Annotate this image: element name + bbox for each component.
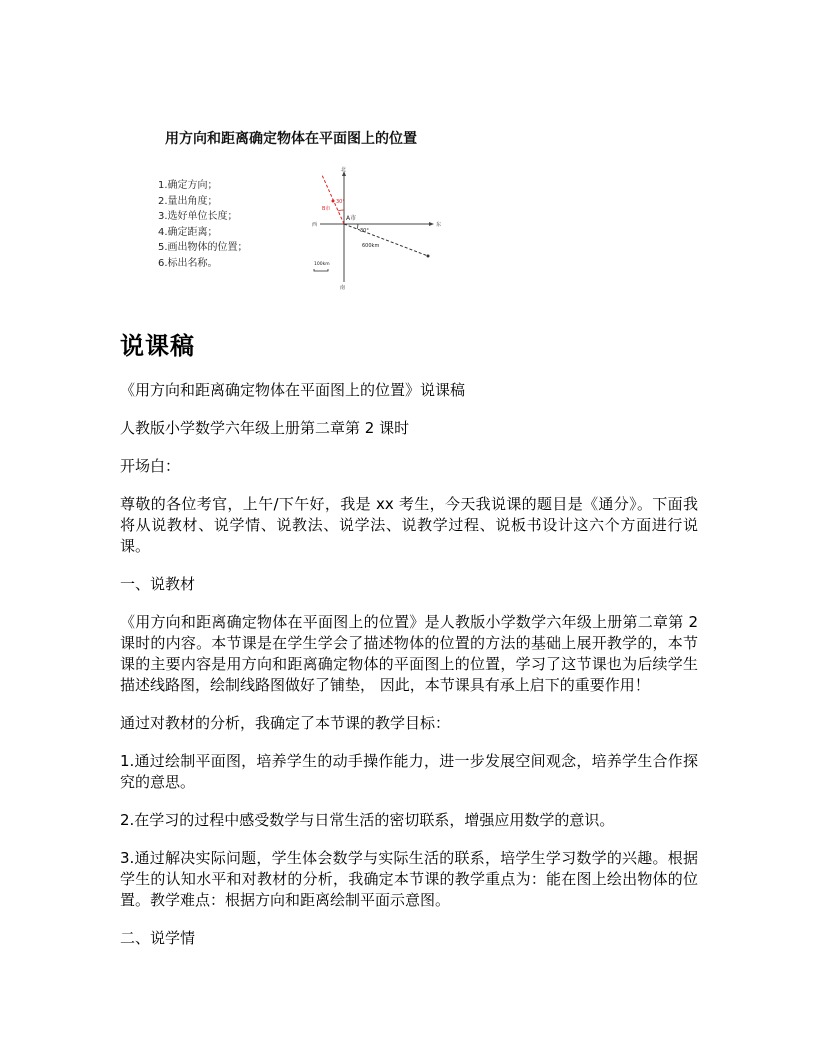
body-text: [120, 380, 698, 966]
paragraph: 尊敬的各位考官，上午/下午好，我是 xx 考生，今天我说课的题目是《通分》。下面我将从说教材、说学情、说教法、说学法、说教学过程、说板书设计这六个方面进行说课。: [120, 495, 698, 555]
paragraph: 3.通过解决实际问题，学生体会数学与实际生活的联系，培学生学习数学的兴趣。根据学生的认知水平和对教材的分析，我确定本节课的教学重点为：能在图上绘出物体的位置。教学难点：根据方向和距离绘制平面示意图。: [120, 849, 698, 909]
paragraph: 《用方向和距离确定物体在平面图上的位置》是人教版小学数学六年级上册第二章第 2 课时的内容。本节课是在学生学会了描述物体的位置的方法的基础上展开教学的，本节课的主要内容是用方向和距离确定物体的平面图上的位置，学习了这节课也为后续学生描述线路图，绘制线路图做好了铺垫， 因此，本节课具有承上启下的重要作用！: [120, 613, 698, 694]
step-item: 4.确定距离；: [158, 226, 218, 238]
page-heading: 说课稿: [120, 332, 195, 360]
place-b-label: B市: [322, 206, 331, 212]
origin-label: A市: [346, 215, 357, 222]
east-label: 东: [436, 222, 442, 228]
compass-diagram: [310, 165, 445, 290]
lower-angle-arc: [357, 224, 358, 229]
paragraph: 2.在学习的过程中感受数学与日常生活的密切联系，增强应用数学的意识。: [120, 811, 615, 829]
west-label: 西: [312, 222, 318, 228]
southeast-direction-line: [344, 224, 428, 256]
steps-list: [158, 178, 248, 271]
endpoint: [427, 255, 430, 258]
south-label: 南: [340, 285, 346, 290]
east-arrow-icon: [429, 222, 434, 226]
paragraph: 开场白：: [120, 457, 181, 475]
step-item: 2.量出角度；: [158, 195, 218, 207]
paragraph: 一、说教材: [120, 575, 196, 593]
scale-label: 100km: [314, 262, 330, 267]
upper-angle-arc: [338, 210, 344, 211]
north-label: 北: [341, 167, 347, 173]
step-item: 3.选好单位长度；: [158, 211, 238, 222]
step-item: 1.确定方向；: [158, 180, 218, 191]
figure: [150, 120, 450, 295]
paragraph: 通过对教材的分析，我确定了本节课的教学目标：: [120, 714, 451, 732]
paragraph: 二、说学情: [120, 929, 196, 947]
upper-angle-label: 30°: [336, 199, 345, 205]
step-item: 6.标出名称。: [158, 257, 218, 269]
step-item: 5.画出物体的位置；: [158, 242, 248, 253]
paragraph: 《用方向和距离确定物体在平面图上的位置》说课稿: [120, 381, 466, 399]
point-b: [332, 200, 335, 203]
distance-label: 600km: [362, 243, 380, 249]
paragraph: 1.通过绘制平面图，培养学生的动手操作能力，进一步发展空间观念，培养学生合作探究的意思。: [120, 752, 698, 791]
lower-angle-label: 30°: [360, 228, 369, 234]
paragraph: 人教版小学数学六年级上册第二章第 2 课时: [120, 419, 410, 437]
scale-bar: [314, 269, 328, 271]
figure-title: 用方向和距离确定物体在平面图上的位置: [165, 131, 417, 147]
